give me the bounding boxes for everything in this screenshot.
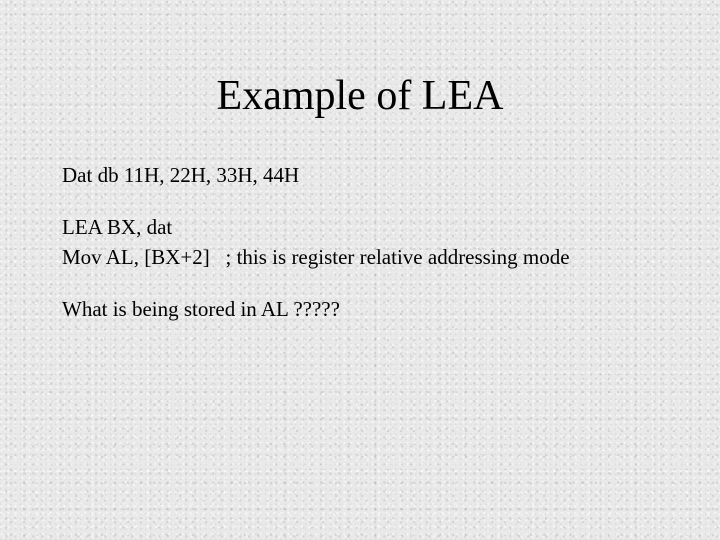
spacer — [62, 190, 702, 212]
lea-instruction-line: LEA BX, dat — [62, 215, 173, 239]
question-line: What is being stored in AL ????? — [62, 297, 340, 321]
slide-body — [62, 160, 702, 324]
mov-instruction-line: Mov AL, [BX+2] ; this is register relative addressing mode — [62, 245, 570, 269]
slide-title: Example of LEA — [216, 73, 504, 119]
data-declaration-line: Dat db 11H, 22H, 33H, 44H — [62, 163, 300, 187]
spacer — [62, 272, 702, 294]
